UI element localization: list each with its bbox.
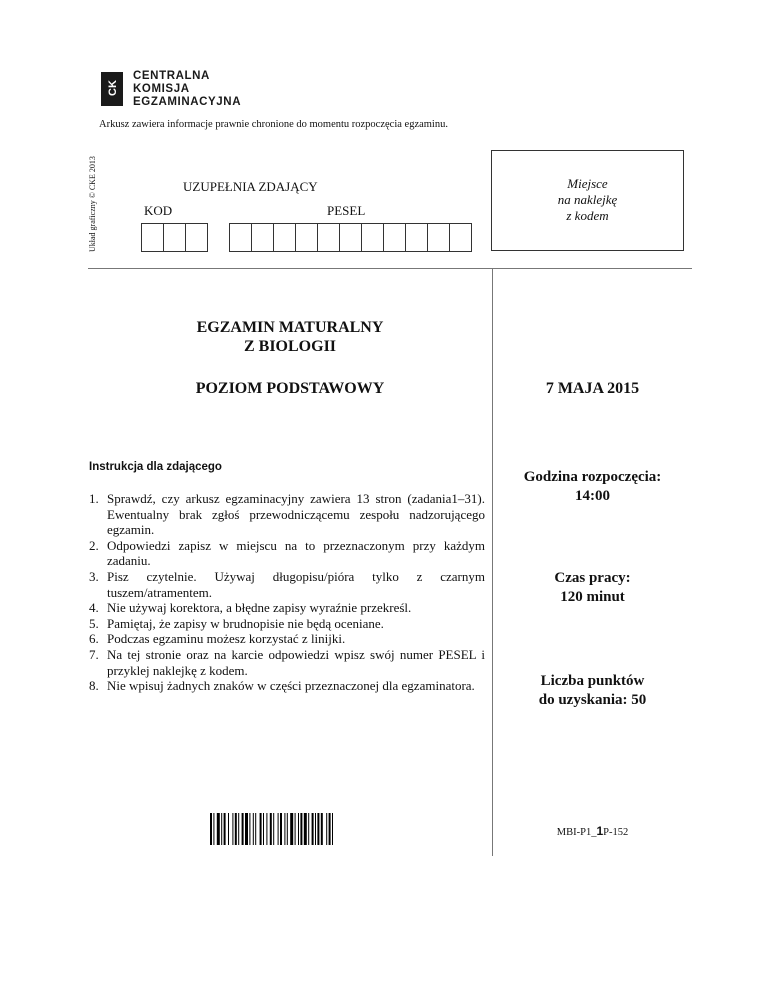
instruction-number: 5.: [89, 615, 99, 631]
exam-date: 7 MAJA 2015: [545, 380, 640, 397]
kod-box[interactable]: [142, 224, 164, 251]
barcode-bar: [312, 813, 314, 845]
barcode-bar: [329, 813, 331, 845]
instruction-text: Pisz czytelnie. Używaj długopisu/pióra tylko z czarnym tuszem/atramentem.: [107, 568, 485, 600]
sheet-code-suffix: P-152: [603, 827, 629, 838]
barcode-bar: [224, 813, 226, 845]
pesel-box[interactable]: [252, 224, 274, 251]
barcode-bar: [332, 813, 333, 845]
pesel-box[interactable]: [296, 224, 318, 251]
barcode-bar: [270, 813, 272, 845]
exam-title: [88, 318, 492, 356]
sheet-code: [493, 824, 692, 838]
barcode-bar: [238, 813, 239, 845]
pesel-box[interactable]: [428, 224, 450, 251]
kod-input-boxes[interactable]: [141, 223, 208, 252]
barcode-bar: [317, 813, 319, 845]
candidate-fill-heading: UZUPEŁNIA ZDAJĄCY: [183, 179, 318, 194]
barcode-bar: [290, 813, 293, 845]
instruction-text: Pamiętaj, że zapisy w brudnopisie nie będą oceniane.: [107, 615, 384, 631]
cke-logo-text: [133, 70, 241, 109]
instruction-text: Nie wpisuj żadnych znaków w części przeznaczonej dla egzaminatora.: [107, 678, 475, 694]
instruction-item: [89, 616, 485, 632]
barcode-bar: [253, 813, 254, 845]
pesel-box[interactable]: [230, 224, 252, 251]
sticker-line-2: na naklejkę: [557, 192, 618, 207]
barcode-bar: [245, 813, 248, 845]
barcode-bar: [232, 813, 233, 845]
instruction-item: [89, 631, 485, 647]
horizontal-divider: [88, 268, 692, 269]
vertical-divider: [492, 268, 493, 856]
barcode-bar: [315, 813, 316, 845]
barcode-bar: [300, 813, 302, 845]
instruction-number: 2.: [89, 537, 99, 553]
exam-title-line-2: Z BIOLOGII: [243, 338, 337, 355]
barcode-bar: [295, 813, 296, 845]
barcode-bar: [308, 813, 309, 845]
instruction-number: 3.: [89, 568, 99, 584]
start-time-value: 14:00: [575, 488, 610, 504]
exam-title-line-1: EGZAMIN MATURALNY: [196, 319, 384, 336]
instruction-item: [89, 678, 485, 694]
logo-line-3: EGZAMINACYJNA: [133, 96, 242, 108]
sticker-line-3: z kodem: [566, 208, 609, 223]
sticker-placeholder: [491, 150, 684, 251]
instruction-item: [89, 491, 485, 538]
instruction-number: 8.: [89, 678, 99, 694]
instruction-number: 1.: [89, 491, 99, 506]
barcode-bar: [228, 813, 229, 845]
kod-box[interactable]: [186, 224, 208, 251]
pesel-input-boxes[interactable]: [229, 223, 472, 252]
barcode-bar: [213, 813, 214, 845]
pesel-box[interactable]: [340, 224, 362, 251]
barcode-bar: [280, 813, 282, 845]
instruction-number: 4.: [89, 600, 99, 616]
barcode-bar: [255, 813, 256, 845]
pesel-box[interactable]: [450, 224, 472, 251]
barcode: [210, 813, 382, 845]
barcode-bar: [287, 813, 288, 845]
pesel-box[interactable]: [362, 224, 384, 251]
copyright-vertical: Układ graficzny © CKE 2013: [88, 156, 97, 252]
instruction-text: Odpowiedzi zapisz w miejscu na to przeznaczonym przy każdym zadaniu.: [107, 537, 485, 569]
pesel-box[interactable]: [384, 224, 406, 251]
kod-box[interactable]: [164, 224, 186, 251]
points-label: Liczba punktów: [540, 673, 645, 689]
protection-notice: Arkusz zawiera informacje prawnie chronione do momentu rozpoczęcia egzaminu.: [99, 119, 448, 130]
barcode-bar: [284, 813, 285, 845]
pesel-box[interactable]: [318, 224, 340, 251]
barcode-bar: [217, 813, 220, 845]
instruction-item: [89, 538, 485, 569]
instructions-list: [89, 491, 485, 694]
sheet-code-prefix: MBI-P1_: [556, 827, 597, 838]
instruction-text: Sprawdź, czy arkusz egzaminacyjny zawiera 13 stron (zadania1–31). Ewentualny brak zgłoś przewodniczącemu zespołu nadzorującego egzamin.: [107, 491, 485, 538]
instruction-item: [89, 647, 485, 678]
sticker-line-1: Miejsce: [567, 176, 608, 191]
logo-line-2: KOMISJA: [133, 83, 190, 95]
instruction-item: [89, 569, 485, 600]
barcode-bar: [298, 813, 299, 845]
logo-line-1: CENTRALNA: [133, 70, 210, 82]
instruction-number: 6.: [89, 631, 99, 647]
barcode-bar: [263, 813, 264, 845]
barcode-bar: [260, 813, 262, 845]
barcode-bar: [266, 813, 267, 845]
instruction-number: 7.: [89, 646, 99, 662]
work-time-label: Czas pracy:: [554, 570, 631, 586]
cke-logo-mark: [101, 72, 123, 106]
points-value: do uzyskania: 50: [538, 692, 647, 708]
instruction-text: Podczas egzaminu możesz korzystać z linijki.: [107, 631, 346, 647]
pesel-box[interactable]: [406, 224, 428, 251]
pesel-label: PESEL: [327, 203, 366, 218]
barcode-bar: [221, 813, 222, 845]
barcode-bar: [242, 813, 244, 845]
kod-label: KOD: [144, 203, 173, 218]
instructions-heading: Instrukcja dla zdającego: [89, 461, 222, 473]
barcode-bar: [210, 813, 212, 845]
pesel-box[interactable]: [274, 224, 296, 251]
sheet-code-bold: 1: [596, 824, 604, 838]
instruction-item: [89, 600, 485, 616]
instruction-text: Nie używaj korektora, a błędne zapisy wyraźnie przekreśl.: [107, 600, 412, 616]
work-time-value: 120 minut: [560, 589, 625, 605]
start-time-label: Godzina rozpoczęcia:: [523, 469, 662, 485]
barcode-bar: [321, 813, 323, 845]
barcode-bar: [235, 813, 237, 845]
barcode-bar: [273, 813, 274, 845]
logo-mark-text: CK: [106, 80, 119, 96]
instruction-text: Na tej stronie oraz na karcie odpowiedzi wpisz swój numer PESEL i przyklej naklejkę z kodem.: [107, 646, 485, 678]
barcode-bar: [278, 813, 279, 845]
barcode-bar: [249, 813, 250, 845]
barcode-bar: [304, 813, 307, 845]
exam-level: POZIOM PODSTAWOWY: [195, 380, 385, 397]
barcode-bar: [326, 813, 327, 845]
